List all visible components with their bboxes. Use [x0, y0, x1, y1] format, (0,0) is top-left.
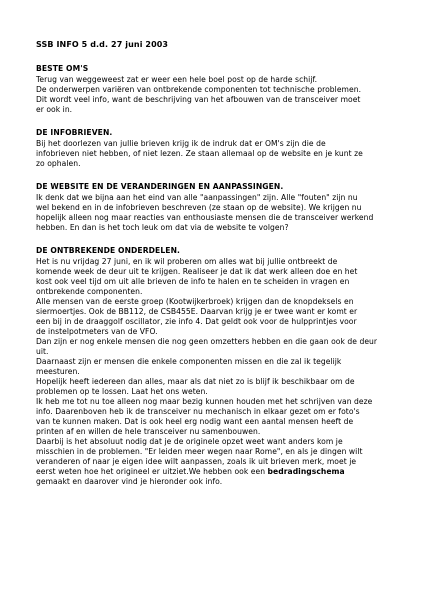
paragraph-line: infobrieven niet hebben, of niet lezen. Ze staan allemaal op de website en je kunt ze: [36, 149, 363, 158]
section-heading: BESTE OM'S: [36, 64, 89, 73]
paragraph-line: printen af en willen de hele transceiver nu samenbouwen.: [36, 427, 261, 436]
paragraph-line: meesturen.: [36, 367, 80, 376]
paragraph-line: problemen op te lossen. Laat het ons weten.: [36, 387, 208, 396]
paragraph-line: kost ook veel tijd om uit alle brieven de info te halen en te scheiden in vragen en: [36, 277, 350, 286]
paragraph-line: hebben. En dan is het toch leuk om dat via de website te volgen?: [36, 223, 289, 232]
section-heading: DE INFOBRIEVEN.: [36, 128, 113, 137]
emphasized-term: bedradingschema: [267, 467, 345, 476]
paragraph-line: Dan zijn er nog enkele mensen die nog geen omzetters hebben en die gaan ook de deur: [36, 337, 378, 346]
paragraph-line: Terug van weggeweest zat er weer een hele boel post op de harde schijf.: [36, 75, 318, 84]
section-ontbrekende-onderdelen: [36, 246, 388, 487]
section-infobrieven: [36, 128, 388, 169]
paragraph-line: hopelijk alleen nog maar reacties van enthousiaste mensen die de transceiver werkend: [36, 213, 374, 222]
paragraph-line: gemaakt en daarover vind je hieronder ook info.: [36, 477, 223, 486]
paragraph-line: ontbrekende componenten.: [36, 287, 143, 296]
section-heading: DE WEBSITE EN DE VERANDERINGEN EN AANPASSINGEN.: [36, 182, 284, 191]
section-beste-oms: [36, 64, 388, 115]
paragraph-line: eerst weten hoe het origineel er uitziet.We hebben ook een bedradingschema: [36, 467, 345, 476]
paragraph-line: van te kunnen maken. Dat is ook heel erg nodig want een aantal mensen heeft de: [36, 417, 354, 426]
paragraph-line: Ik heb me tot nu toe alleen nog maar bezig kunnen houden met het schrijven van deze: [36, 397, 373, 406]
paragraph-line: zo ophalen.: [36, 159, 81, 168]
paragraph-line: wel bekend en in de infobrieven beschreven (ze staan op de website). We krijgen nu: [36, 203, 362, 212]
paragraph-line: komende week de deur uit te krijgen. Realiseer je dat ik dat werk alleen doe en het: [36, 267, 358, 276]
section-website: [36, 182, 388, 233]
paragraph-line: info. Daarenboven heb ik de transceiver nu mechanisch in elkaar gezet om er foto's: [36, 407, 360, 416]
section-heading: DE ONTBREKENDE ONDERDELEN.: [36, 246, 181, 255]
paragraph-line: Hopelijk heeft iedereen dan alles, maar als dat niet zo is blijf ik beschikbaar om de: [36, 377, 355, 386]
paragraph-line: misschien in de problemen. "Er leiden meer wegen naar Rome", en als je dingen wilt: [36, 447, 363, 456]
paragraph-line: Dit wordt veel info, want de beschrijving van het afbouwen van de transceiver moet: [36, 95, 361, 104]
paragraph-line: siermoertjes. Ook de BB112, de CSB455E. Daarvan krijg je er twee want er komt er: [36, 307, 358, 316]
paragraph-line: Daarnaast zijn er mensen die enkele componenten missen en die zal ik tegelijk: [36, 357, 342, 366]
paragraph-line: veranderen of naar je eigen idee wilt aanpassen, zoals ik uit brieven merk, moet je: [36, 457, 357, 466]
paragraph-line: uit.: [36, 347, 49, 356]
paragraph-line: De onderwerpen variëren van ontbrekende componenten tot technische problemen.: [36, 85, 362, 94]
paragraph-line: er ook in.: [36, 105, 73, 114]
paragraph-line: Bij het doorlezen van jullie brieven krijg ik de indruk dat er OM's zijn die de: [36, 139, 326, 148]
document-title: SSB INFO 5 d.d. 27 juni 2003: [36, 40, 169, 49]
paragraph-line: een bij in de draaggolf oscillator, zie info 4. Dat geldt ook voor de hulpprintjes voor: [36, 317, 357, 326]
paragraph-line: Daarbij is het absoluut nodig dat je de originele opzet weet want anders kom je: [36, 437, 343, 446]
paragraph-line: Ik denk dat we bijna aan het eind van alle "aanpassingen" zijn. Alle "fouten" zijn nu: [36, 193, 358, 202]
paragraph-line: Alle mensen van de eerste groep (Kootwijkerbroek) krijgen dan de knopdeksels en: [36, 297, 354, 306]
paragraph-line: Het is nu vrijdag 27 juni, en ik wil proberen om alles wat bij jullie ontbreekt de: [36, 257, 338, 266]
paragraph-line: de instelpotmeters van de VFO.: [36, 327, 158, 336]
